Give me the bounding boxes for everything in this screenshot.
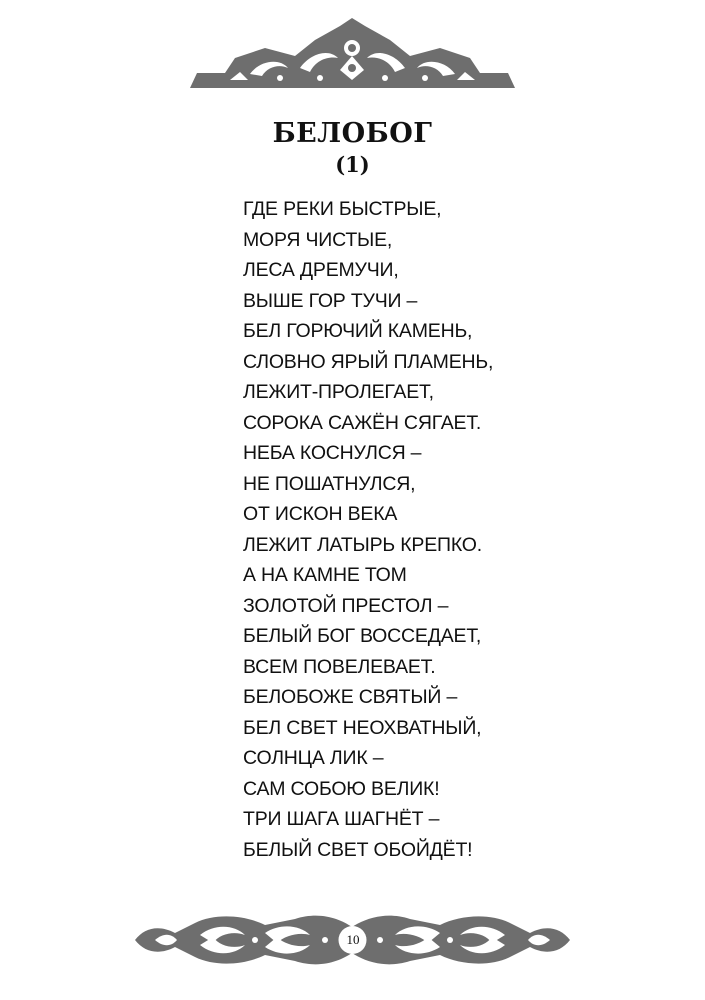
poem-line: НЕБА КОСНУЛСЯ – <box>243 442 422 464</box>
poem-line: СОРОКА САЖЁН СЯГАЕТ. <box>243 411 482 434</box>
poem-line: БЕЛ ГОРЮЧИЙ КАМЕНЬ, <box>243 320 473 342</box>
poem-line: ОТ ИСКОН ВЕКА <box>243 503 398 525</box>
poem-line: НЕ ПОШАТНУЛСЯ, <box>243 472 416 495</box>
poem-line: ЛЕЖИТ-ПРОЛЕГАЕТ, <box>243 381 434 403</box>
poem-line: БЕЛЫЙ БОГ ВОССЕДАЕТ, <box>243 625 482 647</box>
poem-line: А НА КАМНЕ ТОМ <box>243 564 407 586</box>
page-title: БЕЛОБОГ <box>272 118 433 149</box>
poem-line: ВСЕМ ПОВЕЛЕВАЕТ. <box>243 655 436 678</box>
poem-line: ВЫШЕ ГОР ТУЧИ – <box>243 289 418 312</box>
poem-line: ТРИ ШАГА ШАГНЁТ – <box>243 808 440 830</box>
poem-line: ГДЕ РЕКИ БЫСТРЫЕ, <box>243 198 442 220</box>
poem-line: САМ СОБОЮ ВЕЛИК! <box>243 777 440 800</box>
poem-line: ЛЕСА ДРЕМУЧИ, <box>243 259 399 281</box>
top-ornament-icon <box>190 18 515 88</box>
poem-line: ЗОЛОТОЙ ПРЕСТОЛ – <box>243 594 449 617</box>
poem-text <box>243 194 493 865</box>
page-number: 10 <box>346 932 360 947</box>
poem-line: БЕЛЫЙ СВЕТ ОБОЙДЁТ! <box>243 838 473 861</box>
poem-number: (1) <box>335 152 370 177</box>
poem-line: ЛЕЖИТ ЛАТЫРЬ КРЕПКО. <box>243 533 482 556</box>
poem-line: МОРЯ ЧИСТЫЕ, <box>243 228 393 251</box>
poem-line: СОЛНЦА ЛИК – <box>243 747 384 769</box>
poem-line: БЕЛ СВЕТ НЕОХВАТНЫЙ, <box>243 716 482 739</box>
poem-line: СЛОВНО ЯРЫЙ ПЛАМЕНЬ, <box>243 350 494 373</box>
poem-line: БЕЛОБОЖЕ СВЯТЫЙ – <box>243 686 458 708</box>
